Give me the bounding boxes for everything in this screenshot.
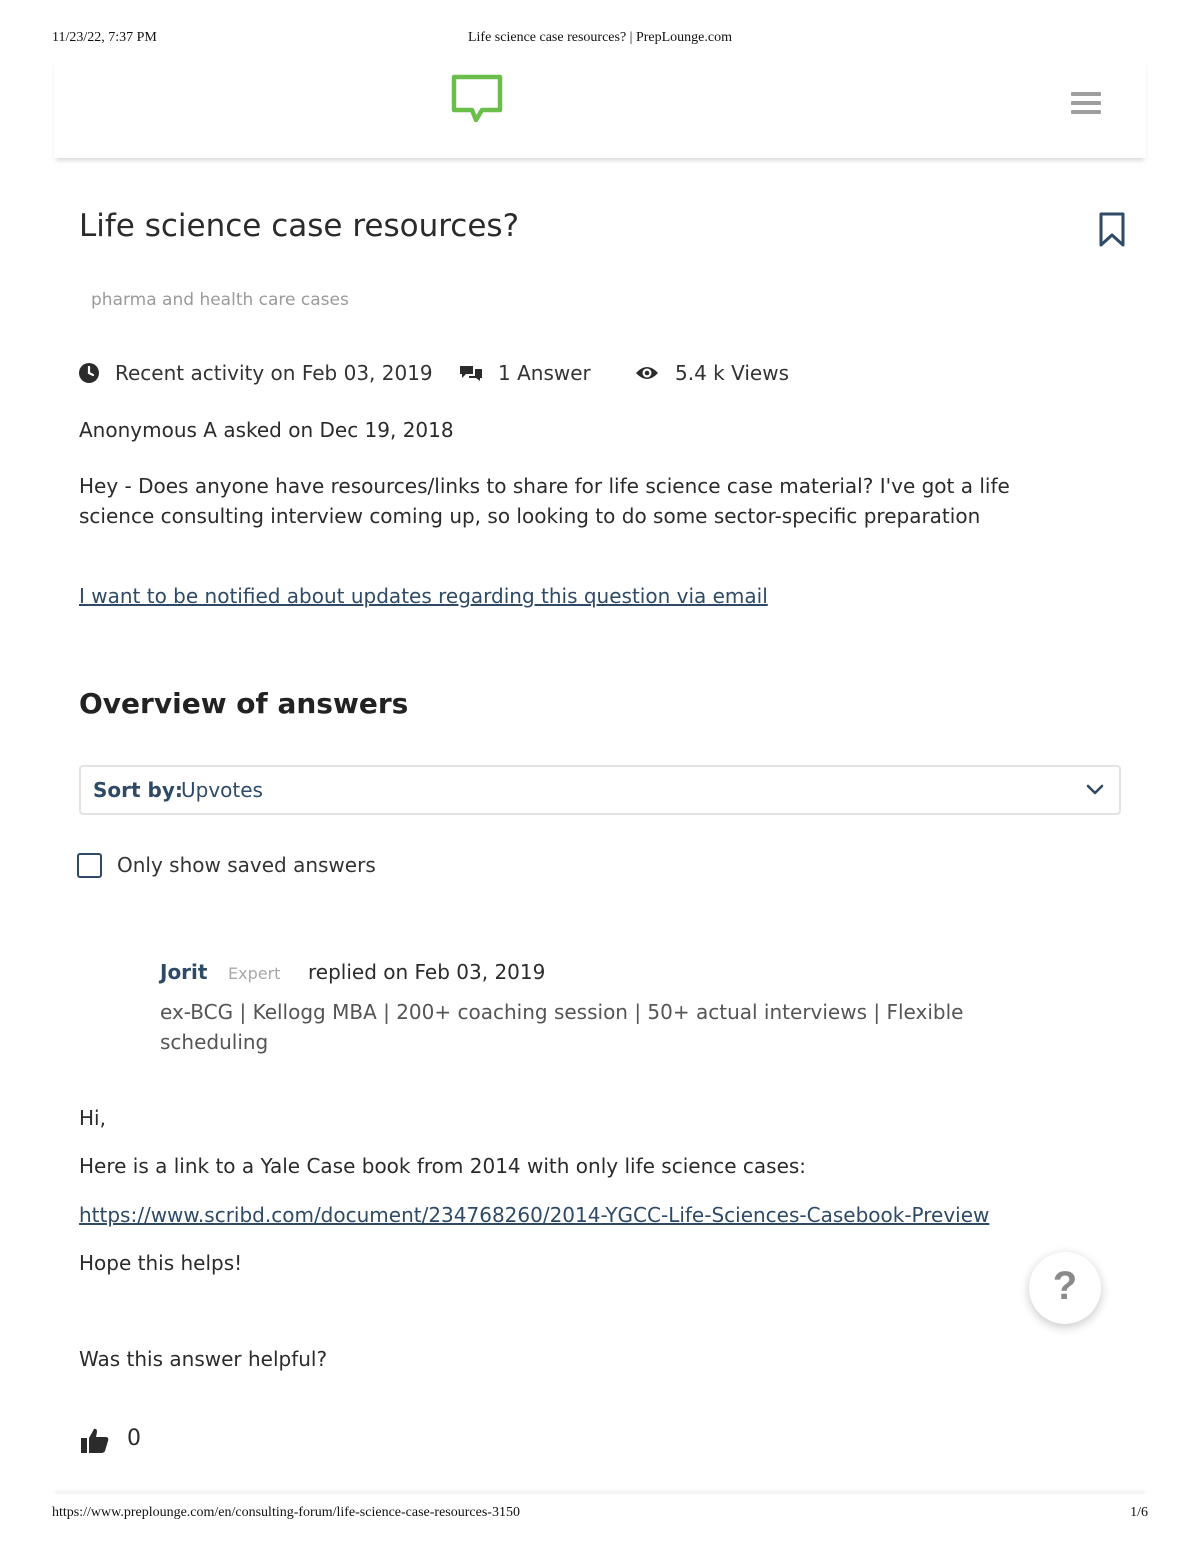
speech-bubble-logo-icon[interactable] bbox=[450, 74, 504, 124]
answer-intro: Here is a link to a Yale Case book from 2014 with only life science cases: bbox=[79, 1154, 807, 1178]
page-divider bbox=[54, 1494, 1146, 1498]
comments-icon bbox=[458, 363, 484, 383]
print-footer bbox=[52, 1505, 1148, 1525]
answer-closing: Hope this helps! bbox=[79, 1251, 243, 1275]
chevron-down-icon bbox=[1085, 782, 1105, 798]
question-mark-icon: ? bbox=[1052, 1264, 1078, 1308]
answer-replied-date: replied on Feb 03, 2019 bbox=[308, 960, 546, 984]
answer-header bbox=[160, 960, 1060, 990]
print-page-number: 1/6 bbox=[1130, 1505, 1148, 1520]
print-page-title: Life science case resources? | PrepLounge.com bbox=[467, 30, 732, 45]
print-url: https://www.preplounge.com/en/consulting-forum/life-science-case-resources-3150 bbox=[52, 1505, 520, 1520]
helpful-question: Was this answer helpful? bbox=[79, 1347, 328, 1371]
asked-by: Anonymous A asked on Dec 19, 2018 bbox=[79, 418, 454, 442]
sort-value: Upvotes bbox=[181, 778, 263, 802]
clock-icon bbox=[79, 363, 99, 383]
notify-email-link[interactable]: I want to be notified about updates regarding this question via email bbox=[79, 584, 768, 608]
page-title: Life science case resources? bbox=[79, 208, 520, 244]
question-body: Hey - Does anyone have resources/links to share for life science case material? I've got a life science consulting interview coming up, so looking to do some sector-specific preparation bbox=[79, 474, 1010, 528]
hamburger-menu-icon[interactable] bbox=[1071, 92, 1101, 118]
saved-answers-checkbox[interactable] bbox=[77, 853, 102, 878]
print-datetime: 11/23/22, 7:37 PM bbox=[52, 30, 157, 45]
expert-badge: Expert bbox=[228, 964, 281, 983]
views-count-text: 5.4 k Views bbox=[675, 361, 789, 385]
bookmark-icon[interactable] bbox=[1098, 212, 1126, 248]
upvote-count: 0 bbox=[127, 1426, 141, 1451]
site-header bbox=[54, 60, 1146, 158]
answers-count-text: 1 Answer bbox=[498, 361, 591, 385]
answer-greeting: Hi, bbox=[79, 1106, 106, 1130]
sort-select[interactable] bbox=[79, 765, 1121, 815]
topic-tag[interactable]: pharma and health care cases bbox=[91, 290, 349, 310]
saved-answers-label: Only show saved answers bbox=[117, 853, 376, 877]
help-button[interactable] bbox=[1029, 1252, 1101, 1324]
answer-author-name[interactable]: Jorit bbox=[160, 960, 208, 984]
sort-label: Sort by: bbox=[93, 778, 183, 802]
answers-heading: Overview of answers bbox=[79, 687, 409, 720]
author-bio: ex-BCG | Kellogg MBA | 200+ coaching session | 50+ actual interviews | Flexible scheduling bbox=[160, 1000, 964, 1054]
thumbs-up-icon[interactable] bbox=[80, 1426, 110, 1454]
recent-activity-text: Recent activity on Feb 03, 2019 bbox=[115, 361, 433, 385]
print-header bbox=[52, 30, 1148, 50]
answer-casebook-link[interactable]: https://www.scribd.com/document/234768260/2014-YGCC-Life-Sciences-Casebook-Preview bbox=[79, 1203, 990, 1227]
eye-icon bbox=[635, 363, 659, 383]
